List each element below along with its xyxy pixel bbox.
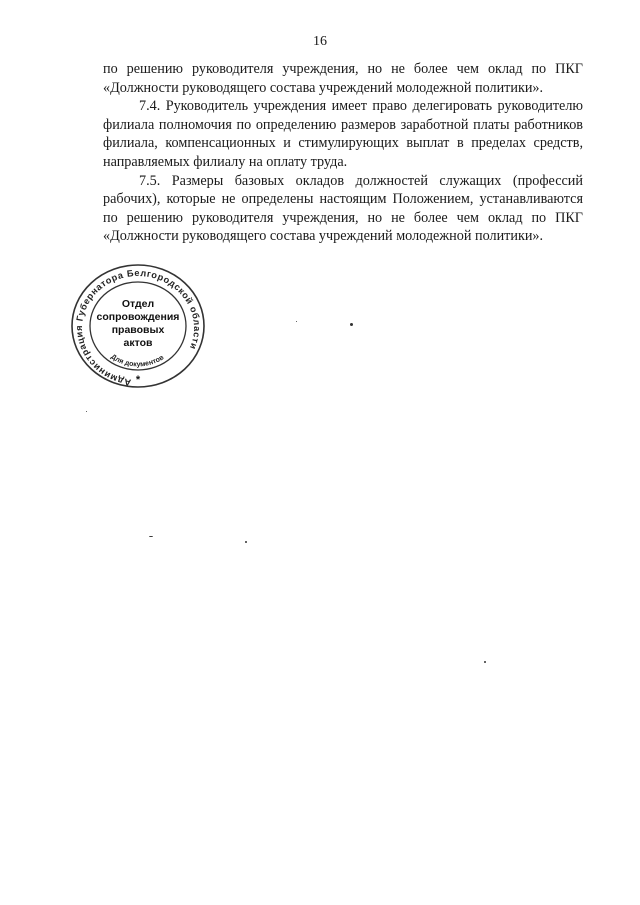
scan-speck [484,661,486,663]
paragraph-continuation: по решению руководителя учреждения, но не более чем оклад по ПКГ «Должности руководящего состава учреждений молодежной политики». [103,61,583,96]
official-stamp [68,263,208,389]
stamp-ring-text: Администрация Губернатора Белгородской области [73,267,203,388]
scan-speck [149,536,153,537]
stamp-center-line-4: актов [123,337,153,349]
document-body [103,60,583,246]
stamp-center-line-2: сопровождения [96,311,180,323]
stamp-center-line-1: Отдел [121,298,155,310]
paragraph-7-4: 7.4. Руководитель учреждения имеет право делегировать руководителю филиала полномочия по определению размеров заработной платы работников филиала, компенсационных и стимулирующих выплат в пределах средств, направляемых филиалу на оплату труда. [103,98,583,170]
stamp-bottom-text: Для документов [109,353,166,369]
scan-speck [86,411,87,412]
paragraph-7-5: 7.5. Размеры базовых окладов должностей служащих (профессий рабочих), которые не определены настоящим Положением, устанавливаются по решению руководителя учреждения, но не более чем оклад по ПКГ «Должности руководящего состава учреждений молодежной политики». [103,172,583,245]
scan-speck [245,541,247,543]
stamp-star: * [135,374,141,386]
stamp-graphic [68,263,208,389]
scan-speck [296,321,297,322]
scan-speck [350,323,353,326]
page-number: 16 [313,34,327,49]
stamp-center-line-3: правовых [111,324,165,336]
